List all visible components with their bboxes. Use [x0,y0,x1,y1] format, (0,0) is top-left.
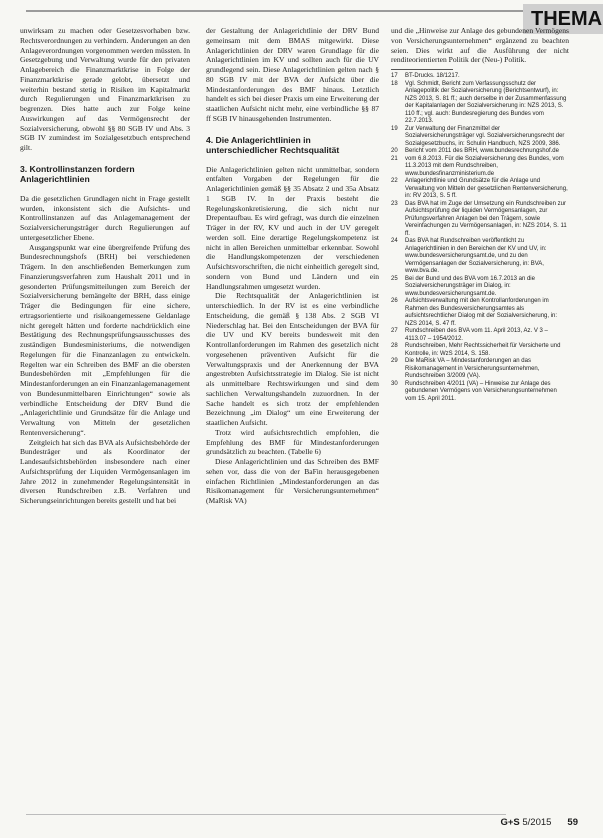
footnote-number: 22 [391,178,398,184]
footnote-text: BT-Drucks. 18/1217. [405,73,460,79]
footnote-number: 18 [391,80,398,87]
footnote-text: Das BVA hat Rundschreiben veröffentlicht zu Anlagerichtlinien in den Bereichen der KV und UV, in: www.bundesversicherungsamt.de, und zu den Vermögensanlagen der Sozialversicherung, in: BVA, www.bva.de. [405,238,547,274]
footnote-number: 23 [391,200,398,207]
footnote [391,328,569,343]
footnote [391,73,569,81]
footnote-text: vom 6.8.2013. Für die Sozialversicherung des Bundes, vom 11.3.2013 mit dem Rundschreiben, www.bundesfinanzministerium.de [405,155,564,177]
footnote [391,298,569,328]
footnote-text: Rundschreiben, Mehr Rechtssicherheit für Versicherte und Kontrolle, in: WzS 2014, S. 158. [405,343,561,357]
section-heading-4: 4. Die Anlagerichtlinien in unterschiedlicher Rechtsqualität [206,134,340,155]
footnote-number: 28 [391,343,398,349]
page-number: 59 [567,817,578,828]
body-paragraph: der Gestaltung der Anlagerichtlinie der DRV Bund gemeinsam mit dem BMAS mitgewirkt. Diese Anlagerichtlinien der DRV waren Grundlage für die Anlagerichtlinien im KV und sollten auch für die UV grundlegend sein. Diese Anlagerichtlinien gelten nach § 80 SGB IV mit der BVA der Aufsicht über die Mindestanforderungen des BMF hinaus. Letztlich handelt es sich bei dieser Praxis um eine Erweiterung der staatlichen Aufsicht nicht mehr, eine verbindliche §§ 87 ff SGB IV hinausgehenden Instrumenten. [206,26,379,123]
journal-name: G+S [500,817,520,828]
section-heading-3: 3. Kontrollinstanzen fordern Anlagerichtlinien [20,163,135,185]
footnote-number: 29 [391,358,398,364]
footnote-text: Bericht vom 2011 des BRH, www.bundesrechnungshof.de [405,148,559,154]
body-paragraph: Die Anlagerichtlinien gelten nicht unmittelbar, sondern entfalten Vorgaben der Regelungen für die Anlagerichtlinien gemäß §§ 35 Absatz 2 und 35a Absatz 1 SGB IV. In der Praxis besteht die Regelungskonkretisierung, die sich nicht nur Drepentaufbau. Es wird gefragt, was durch die einzelnen Träger in der RV, KV und auch in der UV geregelt werden soll. Eine derartige Regelungskompetenz ist nicht in allen Bereichen unmittelbar erkennbar. Sowohl die Handlungskompetenzen der verschiedenen Aufsichtsvorschriften, die nicht einheitlich geregelt sind, sondern von Bund und Ländern und ein Handlungsrahmen umgesetzt wurden. [206,164,379,291]
footnote [391,81,569,126]
footnote [391,156,569,179]
header-rule [26,10,548,12]
footnote [391,126,569,149]
footnote-number: 19 [391,125,398,132]
footnote [391,343,569,358]
issue-number: 5/2015 [522,817,552,828]
footnote-text: Die MaRisk VA – Mindestanforderungen an das Risikomanagement in Versicherungsunternehmen, Rundschreiben 3/2009 (VA). [405,358,540,379]
footnote-number: 17 [391,73,398,79]
body-paragraph: Zeitgleich hat sich das BVA als Aufsichtsbehörde der Bundesträger und als Koordinator der Landesaufsichtsbehörden insbesondere nach einer Aufsichtsprüfung der Liquiden Vermögensanlagen im Jahre 2012 in zunehmender Regelungsintensität in diversen Rundschreiben z.B. Verfahren und Sicherungseinrichtungen bereits gestellt und hat bei [20,437,190,505]
body-paragraph: unwirksam zu machen oder Gesetzesvorhaben bzw. Rechtsverordnungen zu verhindern. Änderungen an den Anlageverordnungen vorgenommen werden müssten. In Gesetzgebung und Verwaltung wurde für den privaten Anlagebereich die Finanzmarktkrise in Folge der Finanzmarktkrise gerade gelobt, übersetzt und weiterhin bestand stetig in Risiken im Kapitalmarkt durch Regulierungen und Finanzmarktkrisen zu begrenzen. Dies hatte auch zur Folge keine Auswirkungen auf das Vermögensrecht der Sozialversicherung, obwohl §§ 80 SGB IV und Abs. 3 SGB IV zumindest im Sozialgesetzbuch entsprechend gilt. [20,26,190,152]
journal-issue [500,817,551,828]
body-paragraph: Die Rechtsqualität der Anlagerichtlinien ist unterschiedlich. In der RV ist es eine verbindliche Entscheidung, die gemäß § 138 Abs. 2 SGB VI Niederschlag hat. Bei den Entscheidungen der BVA für die UV und KV bereits bundesweit mit den Kontrollanforderungen im Rahmen des gesetzlich nicht vorgesehenen präventiven Aufsicht für die Verwaltungspraxis und der Anerkennung der BVA angestrebten Aufsichtsstrategie im Dialog. Sie ist nicht als unmittelbare Rechtswirkungen und sind dem sachlichen Verwaltungshandeln zuzuordnen. In der Sache handelt es sich trotz der empfehlenden Bezeichnung „im Dialog“ um eine Erweiterung der staatlichen Aufsicht. [206,291,379,427]
footer-rule [26,814,506,815]
footnote-text: Rundschreiben des BVA vom 11. April 2013, Az. V 3 – 4113.07 – 1954/2012. [405,328,548,342]
body-paragraph: Trotz wird aufsichtsrechtlich empfohlen, die Empfehlung des BMF für Mindestanforderungen grundsätzlich zu beachten. (Tabelle 6) [206,427,379,457]
footnote-text: Zur Verwaltung der Finanzmittel der Sozialversicherungsträger vgl. Sozialversicherungsrecht der Sozialgesetzbuchs, in: Schulin Handbuch, NZS 2009, 386. [405,125,565,147]
footnote [391,238,569,276]
footnote-number: 26 [391,298,398,304]
footnote-divider [391,69,453,70]
footnote-number: 25 [391,275,398,282]
footnote [391,178,569,201]
footnote [391,358,569,381]
text-column-left [20,26,190,816]
body-paragraph: und die „Hinweise zur Anlage des gebundenen Vermögens von Versicherungsunternehmen“ ergänzend zu beachten seien. Dies wirkt auf die Ausführung der nicht renditeorientierten Politik der (Neu-) Politik. [391,26,569,65]
footnote-text: Das BVA hat im Zuge der Umsetzung ein Rundschreiben zur Aufsichtsprüfung der liquiden Vermögensanlagen, zur Prüfungsverfahren Anlagen bei den Trägern, sowie Vereinfachungen zu Vermögensanlagen, in: NZS 2014, S. 11 ff. [405,200,567,237]
footnote [391,201,569,239]
footnote [391,381,569,404]
footnote [391,148,569,156]
footnote [391,276,569,299]
footnotes-list [391,73,569,403]
section-label: THEMA [523,4,603,34]
footnote-text: Rundschreiben 4/2011 (VA) – Hinweise zur Anlage des gebundenen Vermögens von Versicherungsunternehmen vom 15. April 2011. [405,380,557,402]
text-column-middle [206,26,379,816]
footnote-number: 24 [391,238,398,244]
footnote-text: Aufsichtsverwaltung mit den Kontrollanforderungen im Rahmen des Bundesversicherungsamtes als aufsichtsrechtlicher Dialog mit der Sozialversicherung, in: NZS 2014, S. 47 ff. [405,298,558,327]
footnote-number: 21 [391,155,398,162]
footnote-text: Vgl. Schmidt, Bericht zum Verfassungsschutz der Anlagepolitik der Sozialversicherung (Berichtsentwurf), in: NZS 2013, S. 81 ff.; auch derselbe in der Zusammenfassung der Kapitalanlagen der Sozialversicherung in: NZS 2013, S. 110 ff.; vgl. auch: Bundesregierung des Bundes vom 22.7.2013. [405,80,567,124]
footnote-number: 27 [391,328,398,334]
body-paragraph: Da die gesetzlichen Grundlagen nicht in Frage gestellt wurden, inkonsistent sich die Aufsichts- und Kontrollinstanzen auf das Anlagemanagement der Sozialversicherungsträger durch Regulierungen auf untergesetzlicher Ebene. [20,193,190,242]
body-paragraph: Ausgangspunkt war eine übergreifende Prüfung des Bundesrechnungshofs (BRH) bei verschiedenen Trägern. In den anschließenden Bemerkungen zum Finanzierungsverfahren zum Haushalt 2011 und in gesonderten Prüfungsmitteilungen zum Bereich der Sozialversicherung bemängelte der BRH, dass einige Träger die Bedingungen für eine sichere, ertragsorientierte und risikoangemessene Geldanlage nicht geregelt hätten und forderte nachdrücklich eine Bestätigung des Rechnungsprüfungsausschusses des zuständigen Bundesministeriums, die notwendigen Regelungen für die Finanzanlagen zu entwickeln. Regelten war ein Schreiben des BMF an die obersten Bundesbehörden mit „Empfehlungen für die Mindestanforderungen an ein Finanzanlagemanagement von Bundesunmittelbaren Einrichtungen“ sowie als verbindliche Entscheidung der DRV Bund die „Anlagerichtlinie und Grundsätze für die Anlage und Verwaltung von Mitteln der gesetzlichen Rentenversicherung“. [20,242,190,437]
body-paragraph: Diese Anlagerichtlinien und das Schreiben des BMF sehen vor, dass die von der BaFin herausgegebenen einfachen Richtlinien „Mindestanforderungen an das Risikomanagement für Versicherungsunternehmen“ (MaRisk VA) [206,457,379,505]
footnote-number: 30 [391,380,398,387]
text-column-right [391,26,569,816]
footnote-number: 20 [391,148,398,154]
footnote-text: Bei der Bund und des BVA vom 16.7.2013 an die Sozialversicherungsträger im Dialog, in: www.bundesversicherungsamt.de. [405,275,535,297]
page-footer [500,817,578,828]
footnote-text: Anlagerichtlinie und Grundsätze für die Anlage und Verwaltung von Mitteln der gesetzlichen Rentenversicherung, in: RV 2013, S. 5 ff. [405,178,568,199]
